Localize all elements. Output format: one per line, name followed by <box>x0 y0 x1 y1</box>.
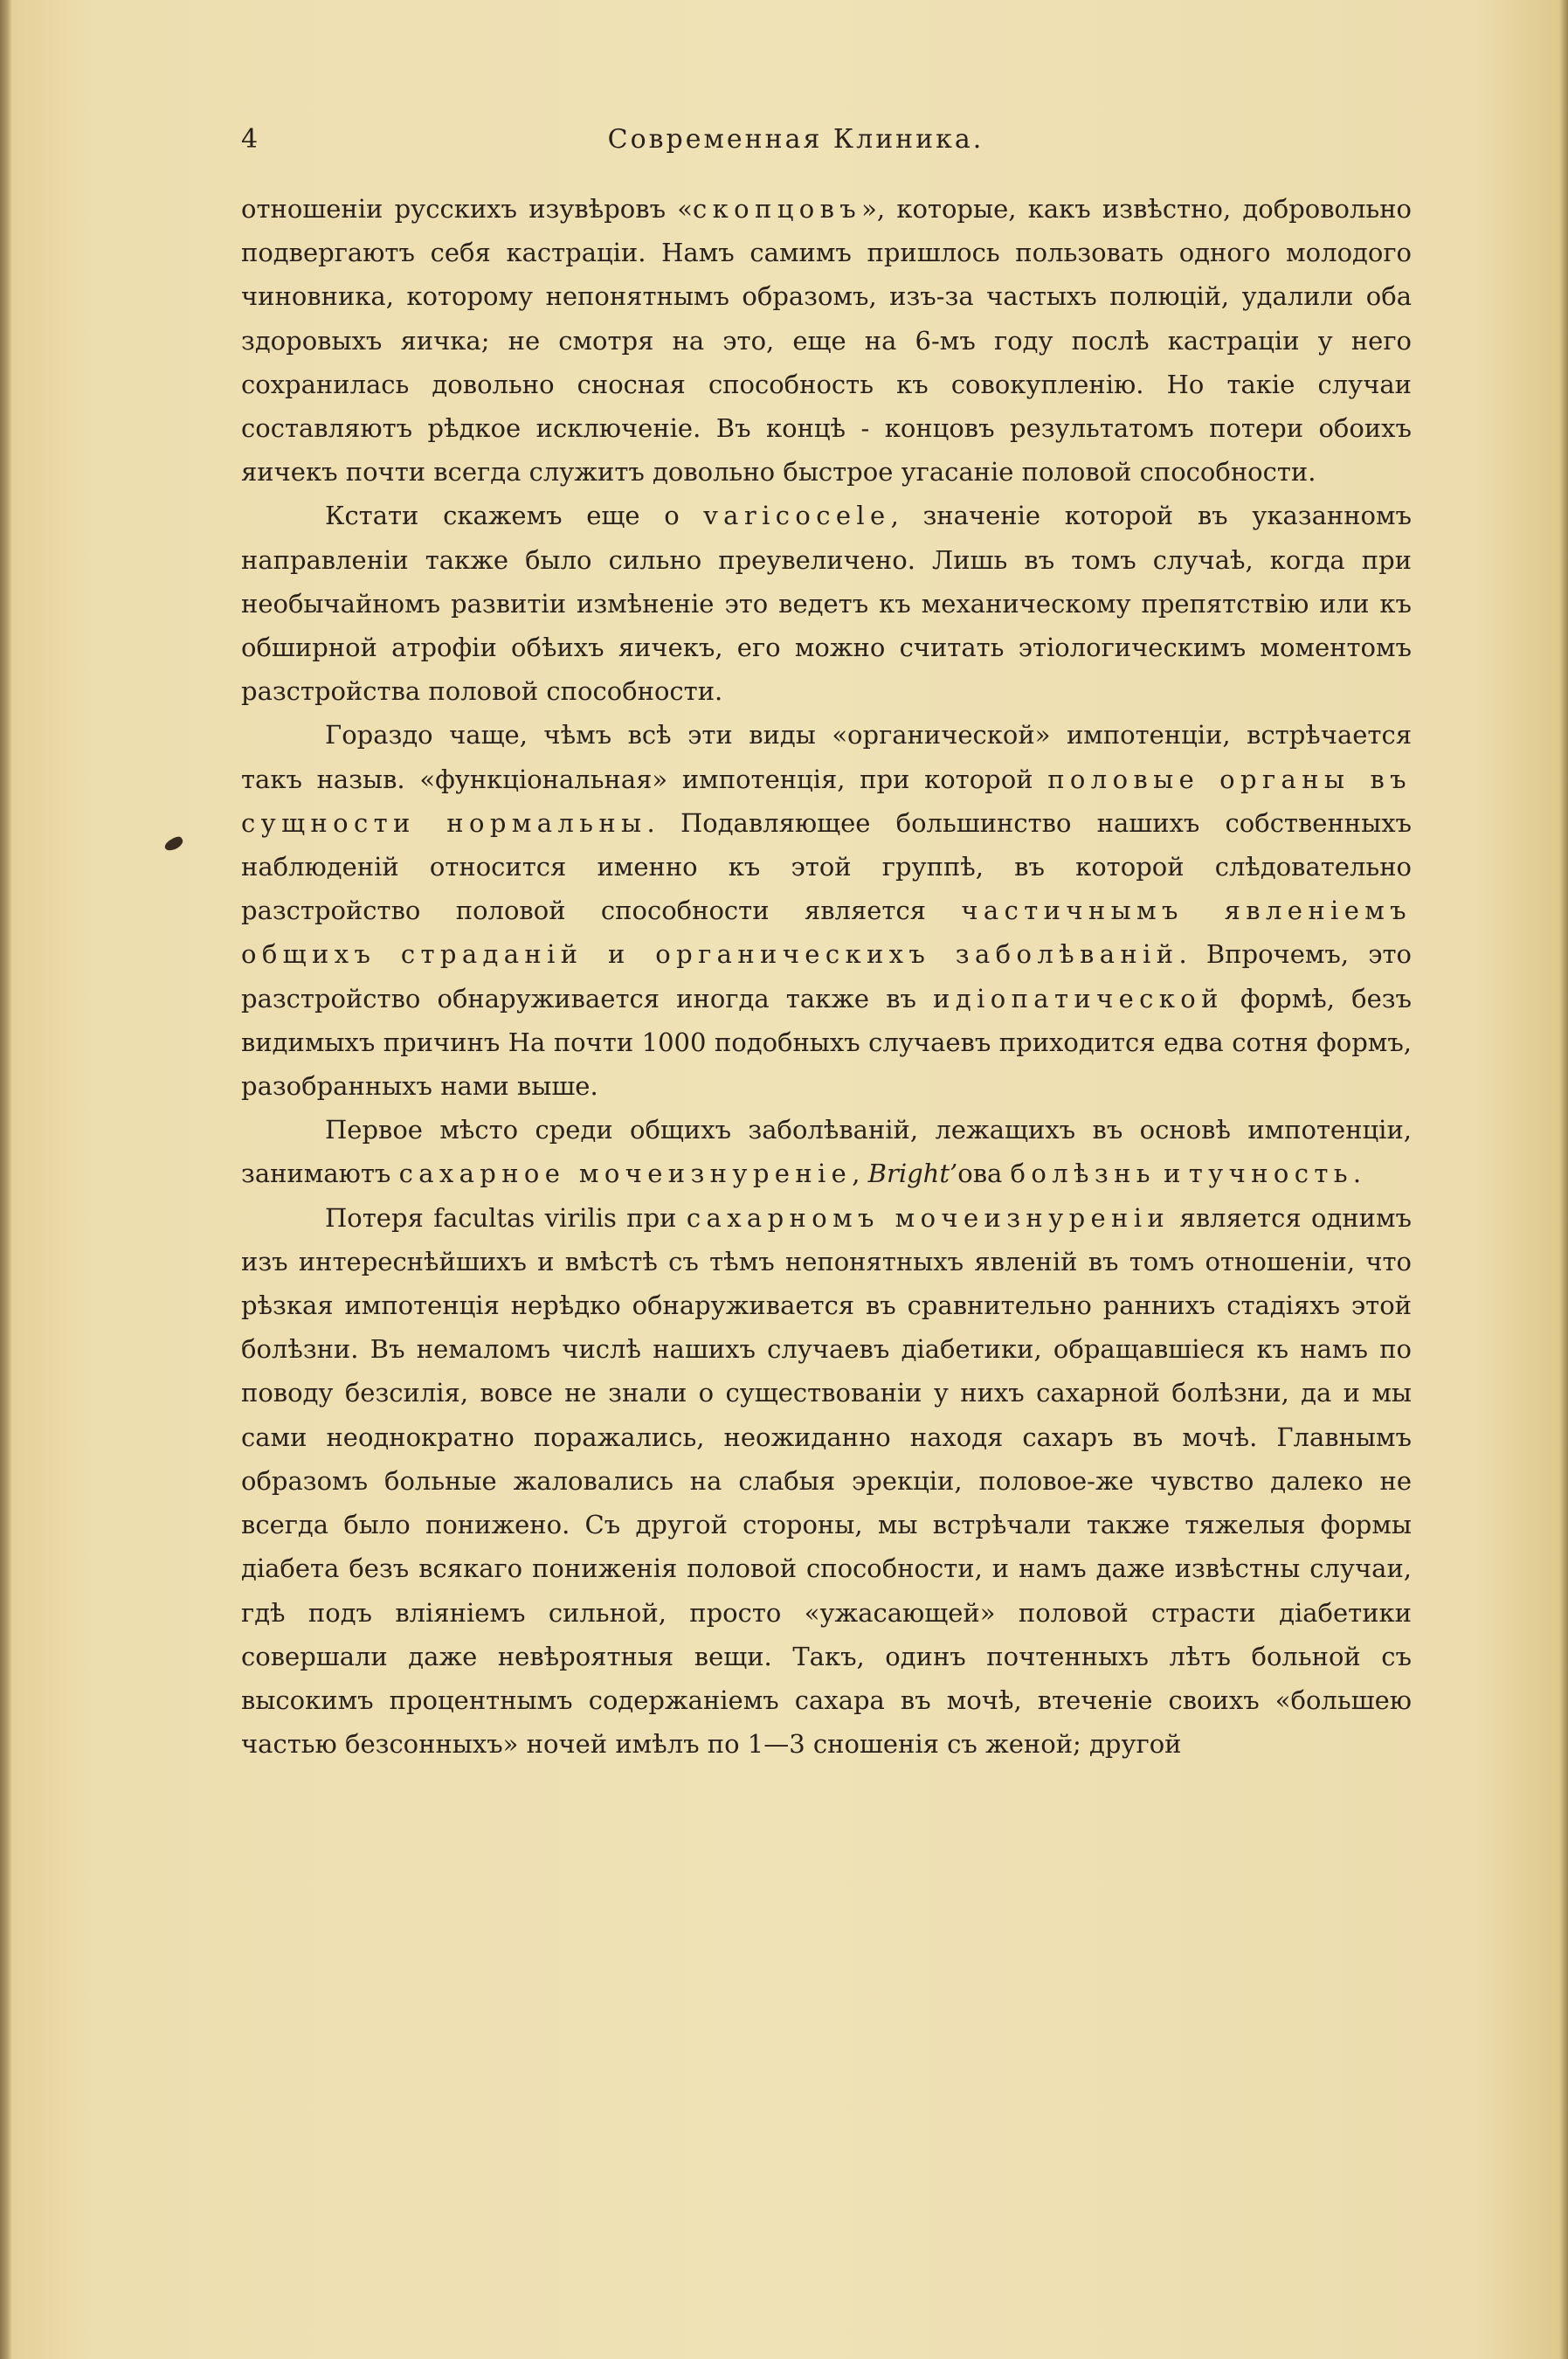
text-segment: , значеніе которой въ указанномъ направленіи также было сильно преувеличено. Лишь въ томъ случаѣ, когда при необычайномъ развитіи измѣненіе это ведетъ къ механическому препятствію или къ обширной атрофіи обѣихъ яичекъ, его можно считать этіологическимъ моментомъ разстройства половой способности. <box>241 501 1412 707</box>
text-spaced: сахарномъ мочеизнуреніи <box>686 1202 1171 1233</box>
text-segment: Кстати скажемъ еще о <box>325 501 704 531</box>
text-spaced: тучность <box>1188 1159 1353 1189</box>
page-header <box>241 115 1420 159</box>
text-segment: Первое мѣсто среди общихъ заболѣваній, лежащихъ въ основѣ импотенціи, занимаютъ <box>241 1115 1412 1189</box>
body-text <box>241 187 1412 1766</box>
text-spaced: скопцовъ <box>693 194 862 224</box>
text-segment: ова <box>957 1159 1011 1189</box>
text-segment: Потеря facultas virilis при <box>325 1202 687 1233</box>
text-spaced: идіопатической <box>933 983 1224 1013</box>
text-italic: Bright’ <box>867 1159 958 1189</box>
ink-blot-mark <box>162 834 184 853</box>
paragraph <box>241 494 1412 713</box>
text-spaced: болѣзнь <box>1010 1159 1156 1189</box>
paragraph <box>241 713 1412 1108</box>
text-segment: и <box>1155 1159 1189 1189</box>
text-segment: . <box>1352 1159 1362 1189</box>
text-segment: Гораздо чаще, чѣмъ всѣ эти виды «органической» импотенціи, встрѣчается такъ назыв. «функціональная» импотенція, при которой <box>241 720 1412 794</box>
text-segment: . Впрочемъ, это разстройство обнаруживается иногда также въ <box>241 939 1413 1013</box>
text-segment: формѣ, безъ видимыхъ причинъ На почти 1000 подобныхъ случаевъ приходится едва сотня формъ, разобранныхъ нами выше. <box>241 983 1413 1102</box>
text-spaced: частичнымъ явленіемъ общихъ страданій и органическихъ заболѣваній <box>241 896 1413 970</box>
text-segment: отношеніи русскихъ изувѣровъ « <box>241 194 694 224</box>
paragraph <box>241 1108 1412 1195</box>
text-segment: является однимъ изъ интереснѣйшихъ и вмѣстѣ съ тѣмъ непонятныхъ явленій въ томъ отношеніи, что рѣзкая импотенція нерѣдко обнаруживается въ сравнительно раннихъ стадіяхъ этой болѣзни. Въ немаломъ числѣ нашихъ случаевъ діабетики, обращавшіеся къ намъ по поводу безсилія, вовсе не знали о существованіи у нихъ сахарной болѣзни, да и мы сами неоднократно поражались, неожиданно находя сахаръ въ мочѣ. Главнымъ образомъ больные жаловались на слабыя эрекціи, половое-же чувство далеко не всегда было понижено. Съ другой стороны, мы встрѣчали также тяжелыя формы діабета безъ всякаго пониженія половой способности, и намъ даже извѣстны случаи, гдѣ подъ вліяніемъ сильной, просто «ужасающей» половой страсти діабетики совершали даже невѣроятныя вещи. Такъ, одинъ почтенныхъ лѣтъ больной съ высокимъ процентнымъ содержаніемъ сахара въ мочѣ, втеченіе своихъ «большею частью безсонныхъ» ночей имѣлъ по 1—3 сношенія съ женой; другой <box>241 1202 1413 1760</box>
text-spaced: половые органы въ сущности нормальны <box>241 764 1412 838</box>
text-spaced: varicocele <box>703 501 891 531</box>
text-segment: , <box>852 1159 868 1189</box>
text-segment: . Подавляющее большинство нашихъ собственныхъ наблюденій относится именно къ этой группѣ, въ которой слѣдовательно разстройство половой способности является <box>241 807 1413 926</box>
text-spaced: сахарное мочеизнуреніе <box>398 1159 853 1189</box>
paragraph <box>241 1196 1412 1767</box>
paragraph <box>241 187 1412 494</box>
text-segment: », которые, какъ извѣстно, добровольно подвергаютъ себя кастраціи. Намъ самимъ пришлось пользовать одного молодого чиновника, которому непонятнымъ образомъ, изъ-за частыхъ полюцій, удалили оба здоровыхъ яичка; не смотря на это, еще на 6-мъ году послѣ кастраціи у него сохранилась довольно сносная способность къ совокупленію. Но такіе случаи составляютъ рѣдкое исключеніе. Въ концѣ - концовъ результатомъ потери обоихъ яичекъ почти всегда служитъ довольно быстрое угасаніе половой способности. <box>241 194 1413 488</box>
running-title: Современная Клиника. <box>607 124 984 155</box>
page-number: 4 <box>241 124 259 155</box>
